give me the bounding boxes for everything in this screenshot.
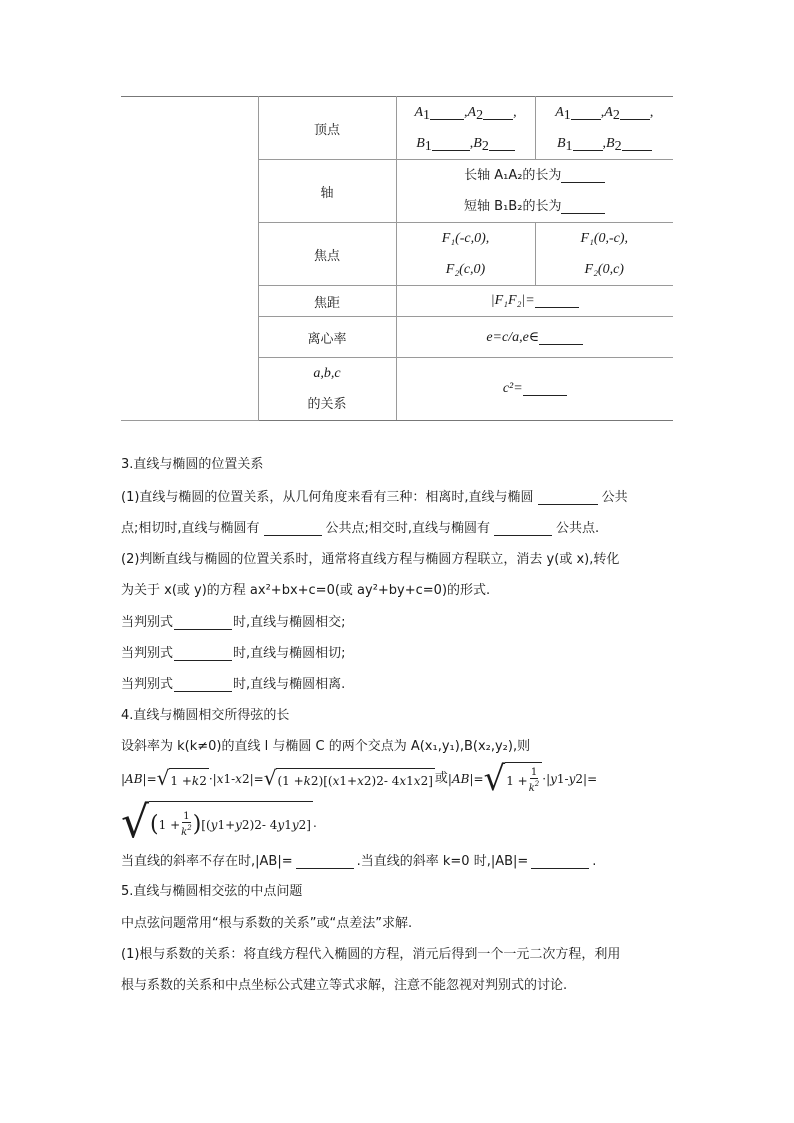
axis-minor-text: 短轴 B₁B₂的长为 bbox=[464, 199, 562, 214]
focus-y-line-1: F₁(0,-c), bbox=[580, 231, 629, 246]
row-label-ecc: 离心率 bbox=[258, 317, 396, 358]
section4-title: 4.直线与椭圆相交所得弦的长 bbox=[121, 708, 290, 723]
focus-cell-y bbox=[535, 223, 673, 286]
row-label-focal: 焦距 bbox=[258, 286, 396, 317]
section3-case-separate: 当判别式 时,直线与椭圆相离. bbox=[121, 677, 346, 692]
row-label-focus: 焦点 bbox=[258, 223, 396, 286]
section3-p1-line2: 点;相切时,直线与椭圆有 公共点;相交时,直线与椭圆有 公共点. bbox=[121, 521, 600, 536]
row-label-vertex: 顶点 bbox=[258, 97, 396, 160]
focus-y-line-2: F₂(0,c) bbox=[584, 262, 624, 277]
section3-p2-line1: (2)判断直线与椭圆的位置关系时，通常将直线方程与椭圆方程联立，消去 y(或 x),转化 bbox=[121, 552, 620, 567]
chord-length-formula-2: √ ( 1 + $\frac{1}{k^2}$ ) [( y 1 + y 2 ) 2 - 4 y 1 y 2 ] . bbox=[121, 797, 317, 848]
abc-label-line-2: 的关系 bbox=[307, 397, 347, 412]
focus-cell-x bbox=[396, 223, 535, 286]
axis-cell bbox=[396, 160, 673, 223]
ellipse-properties-table bbox=[121, 96, 673, 421]
chord-length-formula-1-render: | AB |= √ 1 + k 2 ·| x 1 - x 2 |= √ (1 + k 2 )[( x 1 + x 2 ) 2 - 4 x 1 x 2 ] 或 | AB |= √ 1 + $\frac{1}{k^2}$ ·| y 1 - y 2 |= bbox=[121, 759, 598, 799]
section4-special-cases: 当直线的斜率不存在时,|AB|= .当直线的斜率 k=0 时,|AB|= . bbox=[121, 854, 597, 869]
section4-intro: 设斜率为 k(k≠0)的直线 l 与椭圆 C 的两个交点为 A(x₁,y₁),B(x₂,y₂),则 bbox=[121, 739, 531, 754]
table-row-vertex bbox=[121, 97, 673, 160]
section5-title: 5.直线与椭圆相交弦的中点问题 bbox=[121, 884, 303, 899]
abc-value: c²= bbox=[502, 381, 523, 396]
focal-value: |F₁F₂|= bbox=[490, 293, 535, 308]
ecc-cell bbox=[396, 317, 673, 358]
axis-major-text: 长轴 A₁A₂的长为 bbox=[464, 168, 562, 183]
section3-case-intersect: 当判别式 时,直线与椭圆相交; bbox=[121, 615, 346, 630]
section5-p2: (1)根与系数的关系：将直线方程代入椭圆的方程，消元后得到一个一元二次方程，利用 bbox=[121, 947, 621, 962]
vertex-cell-y: $A_1$ $,A_2$ , $B_1$ $,B_2$ bbox=[535, 97, 673, 160]
section3-p2-line2: 为关于 x(或 y)的方程 ax²+bx+c=0(或 ay²+by+c=0)的形式. bbox=[121, 583, 491, 598]
section5-p1: 中点弦问题常用“根与系数的关系”或“点差法”求解. bbox=[121, 916, 413, 931]
section5-p3: 根与系数的关系和中点坐标公式建立等式求解，注意不能忽视对判别式的讨论. bbox=[121, 978, 568, 993]
section3-title: 3.直线与椭圆的位置关系 bbox=[121, 457, 264, 472]
table-blank-cell bbox=[121, 97, 258, 421]
focus-x-line-1: F₁(-c,0), bbox=[441, 231, 490, 246]
abc-label-line-1: a,b,c bbox=[313, 366, 341, 381]
abc-cell bbox=[396, 358, 673, 421]
row-label-abc bbox=[258, 358, 396, 421]
ecc-value: e=c/a,e∈ bbox=[486, 329, 540, 345]
section3-case-tangent: 当判别式 时,直线与椭圆相切; bbox=[121, 646, 346, 661]
vertex-cell-x: $A_1$ $,A_2$ , $B_1$ $,B_2$ bbox=[396, 97, 535, 160]
section3-p1-line1: (1)直线与椭圆的位置关系，从几何角度来看有三种：相离时,直线与椭圆 公共 bbox=[121, 490, 628, 505]
focus-x-line-2: F₂(c,0) bbox=[445, 262, 486, 277]
row-label-axis: 轴 bbox=[258, 160, 396, 223]
focal-cell bbox=[396, 286, 673, 317]
